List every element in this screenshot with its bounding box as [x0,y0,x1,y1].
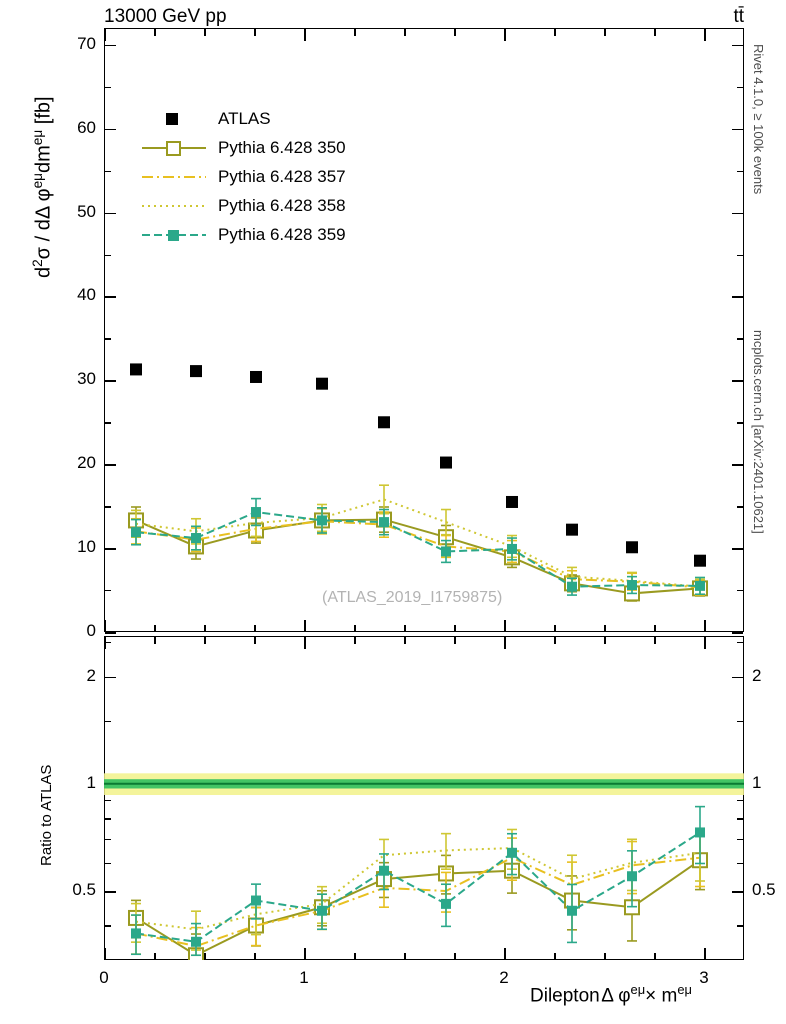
legend-label: Pythia 6.428 359 [218,224,346,244]
legend-label: ATLAS [218,108,271,128]
x-tick-label: 3 [699,968,709,987]
header-right-label: tt̄ [733,6,744,27]
main-y-tick-label: 30 [77,369,96,389]
main-y-tick [732,632,743,634]
x-axis-title: Dilepton Δ $\varphi^{e\mu}\times m^{e\mu}$ [530,982,692,1007]
legend-label: Pythia 6.428 357 [218,166,346,186]
data-marker [131,527,141,537]
x-tick-label: 2 [499,968,509,987]
ratio-marker [441,899,451,909]
x-tick-label: 0 [99,968,109,987]
ratio-marker [191,937,201,947]
ratio-y-tick-label: 1 [86,772,96,792]
data-line [136,512,700,587]
data-marker [250,371,262,383]
ratio-plot-canvas [104,636,744,960]
dataset-watermark: (ATLAS_2019_I1759875) [322,589,503,606]
ratio-y-tick-label: 0.5 [752,879,776,899]
data-line [136,499,700,586]
data-marker [695,581,705,591]
ratio-line [136,858,700,946]
ratio-marker [567,906,577,916]
data-marker [379,517,389,527]
main-y-tick-label: 10 [77,537,96,557]
ratio-line [136,832,700,941]
ratio-marker [695,827,705,837]
main-plot-canvas [104,28,744,632]
data-marker [316,378,328,390]
main-y-tick-label: 20 [77,453,96,473]
data-marker [130,363,142,375]
series-pythia-6-428-358 [131,485,705,594]
ratio-marker [507,848,517,858]
data-marker [627,580,637,590]
legend-label: Pythia 6.428 350 [218,137,346,157]
data-marker [251,507,261,517]
ratio-marker [627,871,637,881]
series-pythia-6-428-350 [129,507,707,601]
legend-label: Pythia 6.428 358 [218,195,346,215]
ratio-line [136,860,700,955]
ratio-marker [317,906,327,916]
data-line [136,520,700,594]
ratio-y-tick-label: 0.5 [72,879,96,899]
main-y-tick [105,632,116,634]
main-y-tick-label: 0 [86,621,96,640]
main-y-tick-label: 60 [77,117,96,137]
data-marker [507,544,517,554]
data-marker [566,524,578,536]
header-left-label: 13000 GeV pp [104,6,227,27]
data-marker [506,496,518,508]
main-y-axis-title: $d^2\sigma$ / dΔ $\varphi^{e\mu}dm^{e\mu}$ [fb] [30,96,55,278]
data-marker [190,365,202,377]
data-marker [441,546,451,556]
data-line [136,521,700,587]
ratio-marker [251,896,261,906]
data-marker [694,555,706,567]
main-y-tick-label: 70 [77,33,96,53]
data-marker [378,416,390,428]
main-y-tick-label: 40 [77,285,96,305]
series-pythia-6-428-359 [131,499,705,595]
data-marker [440,457,452,469]
ratio-y-tick-label: 2 [752,665,762,685]
data-marker [317,515,327,525]
data-marker [626,541,638,553]
ratio-y-tick-label: 2 [86,665,96,685]
ratio-series-pythia-6-428-357 [131,833,705,955]
ratio-series-pythia-6-428-350 [129,836,707,960]
ratio-marker [379,866,389,876]
x-tick-label: 1 [299,968,309,987]
ratio-y-tick-label: 1 [752,772,762,792]
ratio-marker [131,928,141,938]
main-y-tick-label: 50 [77,201,96,221]
rivet-caption: Rivet 4.1.0, ≥ 100k events [751,44,766,195]
ratio-y-axis-title: Ratio to ATLAS [38,764,55,866]
ratio-series-pythia-6-428-359 [131,807,705,956]
data-marker [567,582,577,592]
data-marker [191,533,201,543]
series-pythia-6-428-357 [131,509,705,595]
series-atlas [130,363,706,566]
mcplots-caption: mcplots.cern.ch [arXiv:2401.10621] [751,330,766,534]
